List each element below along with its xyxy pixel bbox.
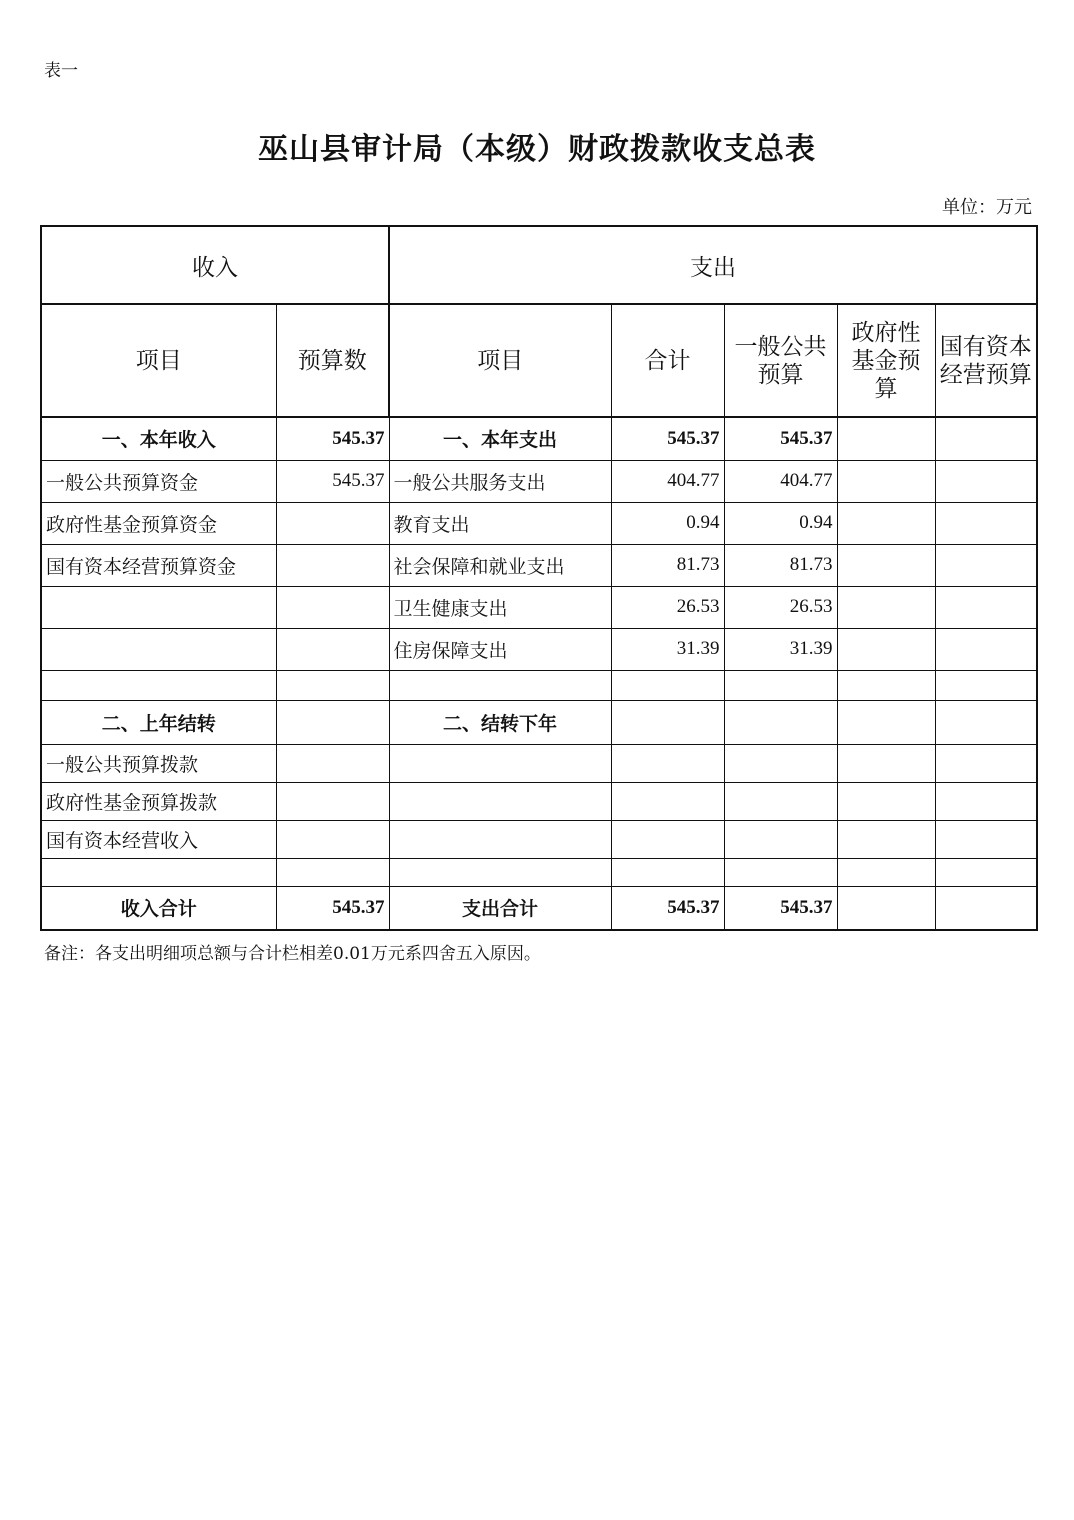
- expense-item-cell: 一般公共服务支出: [389, 460, 611, 502]
- expense-total-cell: 31.39: [611, 628, 724, 670]
- gov-fund-cell: [837, 744, 935, 782]
- income-amount-cell: [276, 502, 389, 544]
- expense-item-cell: [389, 820, 611, 858]
- table-row: [41, 628, 1037, 670]
- section-header-row: [41, 226, 1037, 304]
- general-public-cell: 0.94: [724, 502, 837, 544]
- table-row: [41, 417, 1037, 460]
- income-item-cell: 政府性基金预算拨款: [41, 782, 276, 820]
- expense-total-cell: [611, 670, 724, 700]
- general-public-cell: 26.53: [724, 586, 837, 628]
- income-item-cell: 二、上年结转: [41, 700, 276, 744]
- expense-item-cell: 支出合计: [389, 886, 611, 930]
- expense-item-cell: 一、本年支出: [389, 417, 611, 460]
- expense-total-cell: 545.37: [611, 417, 724, 460]
- table-number-label: 表一: [44, 61, 78, 81]
- expense-total-header: 合计: [611, 304, 724, 417]
- state-capital-header: 国有资本经营预算: [935, 304, 1037, 417]
- state-capital-cell: [935, 700, 1037, 744]
- expense-item-cell: [389, 858, 611, 886]
- table-row: [41, 886, 1037, 930]
- income-amount-cell: [276, 544, 389, 586]
- income-item-cell: 收入合计: [41, 886, 276, 930]
- expense-total-cell: 81.73: [611, 544, 724, 586]
- table-row: [41, 544, 1037, 586]
- expense-item-header: 项目: [389, 304, 611, 417]
- expense-total-cell: [611, 858, 724, 886]
- state-capital-cell: [935, 502, 1037, 544]
- general-public-cell: [724, 858, 837, 886]
- table-row: [41, 744, 1037, 782]
- expense-total-cell: [611, 700, 724, 744]
- income-amount-cell: [276, 744, 389, 782]
- footnote: 备注：各支出明细项总额与合计栏相差0.01万元系四舍五入原因。: [44, 944, 541, 964]
- table-row: [41, 700, 1037, 744]
- gov-fund-cell: [837, 502, 935, 544]
- expense-item-cell: 卫生健康支出: [389, 586, 611, 628]
- income-amount-cell: [276, 628, 389, 670]
- table-body: [41, 417, 1037, 930]
- gov-fund-cell: [837, 628, 935, 670]
- general-public-cell: 545.37: [724, 417, 837, 460]
- gov-fund-header: 政府性基金预算: [837, 304, 935, 417]
- expense-item-cell: 社会保障和就业支出: [389, 544, 611, 586]
- income-item-cell: [41, 670, 276, 700]
- expense-item-cell: 教育支出: [389, 502, 611, 544]
- general-public-cell: [724, 820, 837, 858]
- table-row: [41, 460, 1037, 502]
- income-item-cell: 政府性基金预算资金: [41, 502, 276, 544]
- state-capital-cell: [935, 744, 1037, 782]
- general-public-header: 一般公共预算: [724, 304, 837, 417]
- page-title: 巫山县审计局（本级）财政拨款收支总表: [258, 132, 816, 167]
- gov-fund-cell: [837, 858, 935, 886]
- table-row: [41, 782, 1037, 820]
- state-capital-cell: [935, 628, 1037, 670]
- state-capital-cell: [935, 858, 1037, 886]
- unit-label: 单位：万元: [942, 197, 1032, 218]
- expense-total-cell: 545.37: [611, 886, 724, 930]
- state-capital-cell: [935, 670, 1037, 700]
- table-row: [41, 670, 1037, 700]
- expense-item-cell: [389, 670, 611, 700]
- table-row: [41, 586, 1037, 628]
- income-amount-cell: 545.37: [276, 417, 389, 460]
- gov-fund-cell: [837, 700, 935, 744]
- income-amount-cell: [276, 670, 389, 700]
- state-capital-cell: [935, 586, 1037, 628]
- gov-fund-cell: [837, 460, 935, 502]
- income-section-header: 收入: [41, 226, 389, 304]
- state-capital-cell: [935, 417, 1037, 460]
- income-amount-cell: 545.37: [276, 460, 389, 502]
- income-budget-header: 预算数: [276, 304, 389, 417]
- income-item-cell: 国有资本经营收入: [41, 820, 276, 858]
- income-amount-cell: [276, 820, 389, 858]
- expense-section-header: 支出: [389, 226, 1037, 304]
- gov-fund-cell: [837, 417, 935, 460]
- general-public-cell: 31.39: [724, 628, 837, 670]
- expense-total-cell: 0.94: [611, 502, 724, 544]
- table-row: [41, 820, 1037, 858]
- expense-item-cell: [389, 782, 611, 820]
- gov-fund-cell: [837, 544, 935, 586]
- gov-fund-cell: [837, 820, 935, 858]
- column-header-row: [41, 304, 1037, 417]
- income-item-cell: 一般公共预算资金: [41, 460, 276, 502]
- expense-item-cell: 住房保障支出: [389, 628, 611, 670]
- income-item-cell: 一般公共预算拨款: [41, 744, 276, 782]
- state-capital-cell: [935, 820, 1037, 858]
- table-row: [41, 502, 1037, 544]
- income-amount-cell: [276, 586, 389, 628]
- state-capital-cell: [935, 886, 1037, 930]
- general-public-cell: 545.37: [724, 886, 837, 930]
- income-item-cell: [41, 858, 276, 886]
- expense-total-cell: [611, 820, 724, 858]
- general-public-cell: 404.77: [724, 460, 837, 502]
- income-item-cell: 一、本年收入: [41, 417, 276, 460]
- budget-table: [40, 225, 1038, 931]
- income-amount-cell: [276, 700, 389, 744]
- general-public-cell: 81.73: [724, 544, 837, 586]
- gov-fund-cell: [837, 886, 935, 930]
- state-capital-cell: [935, 544, 1037, 586]
- income-item-cell: 国有资本经营预算资金: [41, 544, 276, 586]
- expense-total-cell: [611, 744, 724, 782]
- income-item-cell: [41, 628, 276, 670]
- income-amount-cell: [276, 858, 389, 886]
- state-capital-cell: [935, 460, 1037, 502]
- general-public-cell: [724, 782, 837, 820]
- gov-fund-cell: [837, 670, 935, 700]
- expense-total-cell: 26.53: [611, 586, 724, 628]
- income-item-header: 项目: [41, 304, 276, 417]
- income-amount-cell: [276, 782, 389, 820]
- expense-item-cell: [389, 744, 611, 782]
- general-public-cell: [724, 700, 837, 744]
- expense-total-cell: 404.77: [611, 460, 724, 502]
- income-amount-cell: 545.37: [276, 886, 389, 930]
- state-capital-cell: [935, 782, 1037, 820]
- expense-item-cell: 二、结转下年: [389, 700, 611, 744]
- gov-fund-cell: [837, 782, 935, 820]
- table-row: [41, 858, 1037, 886]
- gov-fund-cell: [837, 586, 935, 628]
- general-public-cell: [724, 744, 837, 782]
- income-item-cell: [41, 586, 276, 628]
- general-public-cell: [724, 670, 837, 700]
- expense-total-cell: [611, 782, 724, 820]
